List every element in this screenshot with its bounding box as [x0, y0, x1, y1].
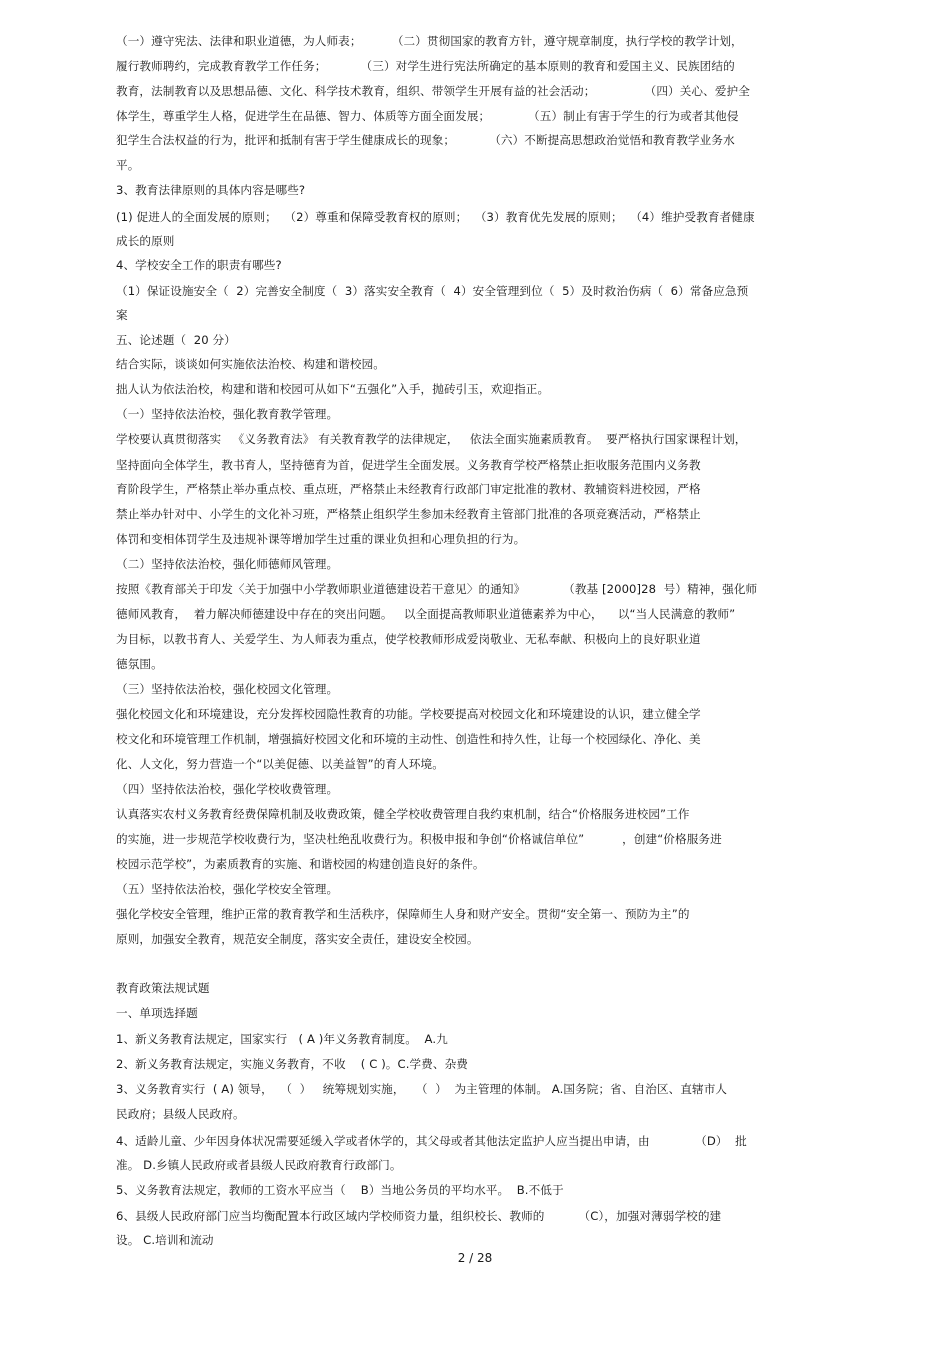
text-line: 德氛围。 [116, 657, 163, 671]
text-line: 校园示范学校”，为素质教育的实施、和谐校园的构建创造良好的条件。 [116, 857, 485, 871]
text-line: 体罚和变相体罚学生及违规补课等增加学生过重的课业负担和心理负担的行为。 [116, 532, 526, 546]
text-line: 禁止举办针对中、小学生的文化补习班，严格禁止组织学生参加未经教育主管部门批准的各项竞赛活动，严格禁止 [116, 507, 701, 521]
text-line: 民政府；县级人民政府。 [116, 1107, 245, 1121]
text-line: (1) 促进人的全面发展的原则； （2）尊重和保障受教育权的原则； （3）教育优先发展的原则； （4）维护受教育者健康 [116, 210, 755, 224]
text-line: （二）坚持依法治校，强化师德师风管理。 [116, 557, 339, 571]
text-line: 坚持面向全体学生，教书育人，坚持德育为首，促进学生全面发展。义务教育学校严格禁止拒收服务范围内义务教 [116, 458, 701, 472]
text-line: 成长的原则 [116, 234, 175, 248]
text-line: 结合实际，谈谈如何实施依法治校、构建和谐校园。 [116, 357, 385, 371]
text-line: 案 [116, 308, 128, 322]
text-line: （一）坚持依法治校，强化教育教学管理。 [116, 407, 339, 421]
text-line: 教育，法制教育以及思想品德、文化、科学技术教育，组织、带领学生开展有益的社会活动； （四）关心、爱护全 [116, 84, 750, 98]
text-line: 强化学校安全管理，维护正常的教育教学和生活秩序，保障师生人身和财产安全。贯彻“安全第一、预防为主”的 [116, 907, 690, 921]
text-line: 体学生，尊重学生人格，促进学生在品德、智力、体质等方面全面发展； （五）制止有害于学生的行为或者其他侵 [116, 109, 739, 123]
text-line: 按照《教育部关于印发〈关于加强中小学教师职业道德建设若干意见〉的通知》 （教基 [2000]28 号）精神，强化师 [116, 582, 758, 596]
text-line: 5、义务教育法规定，教师的工资水平应当（ B）当地公务员的平均水平。 B.不低于 [116, 1183, 564, 1197]
text-line: 2、新义务教育法规定，实施义务教育，不收 ( C )。C.学费、杂费 [116, 1057, 468, 1071]
text-line: 3、义务教育实行 ( A) 领导， （ ） 统筹规划实施， （ ） 为主管理的体制。 A.国务院；省、自治区、直辖市人 [116, 1082, 728, 1096]
text-line: 五、论述题（ 20 分） [116, 333, 236, 347]
text-line: 1、新义务教育法规定，国家实行 ( A )年义务教育制度。 A.九 [116, 1032, 448, 1046]
text-line: 教育政策法规试题 [116, 981, 210, 995]
text-line: 育阶段学生，严格禁止举办重点校、重点班，严格禁止未经教育行政部门审定批准的教材、教辅资料进校园，严格 [116, 482, 701, 496]
text-line: （1）保证设施安全（ 2）完善安全制度（ 3）落实安全教育（ 4）安全管理到位（ 5）及时救治伤病（ 6）常备应急预 [116, 284, 749, 298]
text-line: 4、适龄儿童、少年因身体状况需要延缓入学或者休学的，其父母或者其他法定监护人应当提出申请，由 （D） 批 [116, 1134, 747, 1148]
text-line: 一、单项选择题 [116, 1006, 198, 1020]
text-line: 6、县级人民政府部门应当均衡配置本行政区域内学校师资力量，组织校长、教师的 （C），加强对薄弱学校的建 [116, 1209, 722, 1223]
text-line: 化、人文化，努力营造一个“以美促德、以美益智”的育人环境。 [116, 757, 444, 771]
text-line: （四）坚持依法治校，强化学校收费管理。 [116, 782, 339, 796]
text-line: （一）遵守宪法、法律和职业道德，为人师表； （二）贯彻国家的教育方针，遵守规章制度，执行学校的教学计划， [116, 34, 743, 48]
text-line: 的实施，进一步规范学校收费行为，坚决杜绝乱收费行为。积极申报和争创“价格诚信单位” ，创建“价格服务进 [116, 832, 722, 846]
text-line: 设。 C.培训和流动 [116, 1233, 214, 1247]
text-line: 平。 [116, 158, 140, 172]
text-line: 校文化和环境管理工作机制，增强搞好校园文化和环境的主动性、创造性和持久性，让每一个校园绿化、净化、美 [116, 732, 701, 746]
text-line: 学校要认真贯彻落实 《义务教育法》 有关教育教学的法律规定， 依法全面实施素质教育。 要严格执行国家课程计划， [116, 432, 747, 446]
text-line: 3、教育法律原则的具体内容是哪些? [116, 183, 306, 197]
text-line: （三）坚持依法治校，强化校园文化管理。 [116, 682, 339, 696]
text-line: （五）坚持依法治校，强化学校安全管理。 [116, 882, 339, 896]
text-line: 原则，加强安全教育，规范安全制度，落实安全责任，建设安全校园。 [116, 932, 479, 946]
text-line: 认真落实农村义务教育经费保障机制及收费政策，健全学校收费管理自我约束机制，结合“价格服务进校园”工作 [116, 807, 690, 821]
text-line: 德师风教育， 着力解决师德建设中存在的突出问题。 以全面提高教师职业道德素养为中心， 以“当人民满意的教师” [116, 607, 736, 621]
text-line: 强化校园文化和环境建设，充分发挥校园隐性教育的功能。学校要提高对校园文化和环境建设的认识，建立健全学 [116, 707, 701, 721]
text-line: 犯学生合法权益的行为，批评和抵制有害于学生健康成长的现象； （六）不断提高思想政治觉悟和教育教学业务水 [116, 133, 735, 147]
page-number: 2 / 28 [457, 1251, 493, 1265]
text-line: 准。 D.乡镇人民政府或者县级人民政府教育行政部门。 [116, 1158, 402, 1172]
text-line: 4、学校安全工作的职责有哪些? [116, 258, 282, 272]
text-line: 为目标，以教书育人、关爱学生、为人师表为重点，使学校教师形成爱岗敬业、无私奉献、积极向上的良好职业道 [116, 632, 701, 646]
text-line: 履行教师聘约，完成教育教学工作任务； （三）对学生进行宪法所确定的基本原则的教育和爱国主义、民族团结的 [116, 59, 735, 73]
text-line: 拙人认为依法治校，构建和谐和校园可从如下“五强化”入手，抛砖引玉，欢迎指正。 [116, 382, 550, 396]
